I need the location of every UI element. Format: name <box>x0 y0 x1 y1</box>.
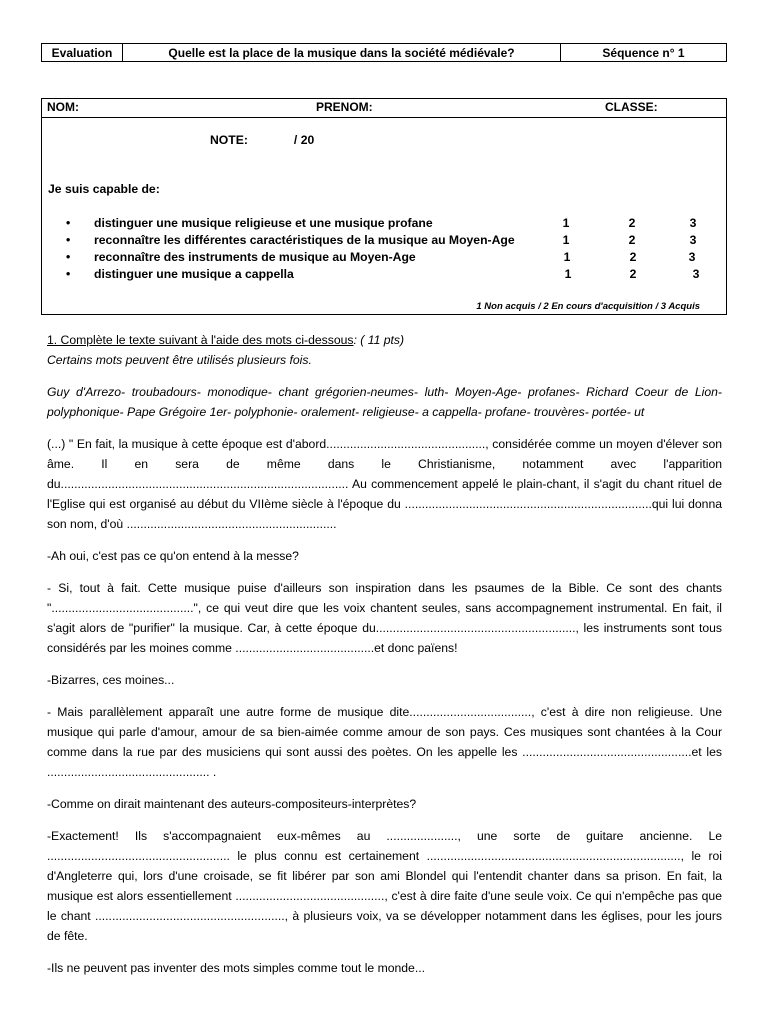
rating-3: 3 <box>692 267 700 281</box>
note-score: / 20 <box>293 133 315 147</box>
text-paragraph: - Si, tout à fait. Cette musique puise d'ailleurs son inspiration dans les psaumes de la Bible. Ce sont des chants "..........................................", ce qui veut dire que les voix chantent seules, sans accompagnement instrumental. En fait, il s'agit alors de "purifier" la musique. Car, à cette époque du..........................................................., les instruments sont tous considérés par les moines comme .........................................et donc païens! <box>47 581 722 655</box>
word-bank: Guy d'Arrezo- troubadours- monodique- chant grégorien-neumes- luth- Moyen-Age- profanes- Richard Coeur de Lion- polyphonique- Pape Grégoire 1er- polyphonie- oralement- religieuse- a cappella- profane- trouvères- portée- ut <box>47 385 722 419</box>
rating-2: 2 <box>629 250 637 264</box>
capable-heading: Je suis capable de: <box>48 182 160 196</box>
bullet-icon: • <box>66 250 71 264</box>
rating-1: 1 <box>562 216 570 230</box>
rating-1: 1 <box>563 250 571 264</box>
text-paragraph: -Exactement! Ils s'accompagnaient eux-mêmes au ....................., une sorte de guitare ancienne. Le ...................................................... le plus connu est certainement ..........................................................................., le roi d'Angleterre qui, lors d'une croisade, se fit libérer par son ami Blondel qui l'entendit chanter dans sa prison. En fait, la musique est alors essentiellement ............................................, c'est à dire faite d'une seule voix. Ce qui n'empêche pas que le chant ........................................................, à plusieurs voix, va se développer notamment dans les églises, pour les jours de fête. <box>47 829 722 943</box>
rating-3: 3 <box>689 216 697 230</box>
skill-item <box>66 267 706 284</box>
skill-text: reconnaître des instruments de musique au Moyen-Age <box>94 250 416 264</box>
header-sequence: Séquence n° 1 <box>561 44 727 62</box>
nom-label: NOM: <box>47 100 79 114</box>
skill-item <box>66 233 706 250</box>
skill-item <box>66 250 706 267</box>
header-table <box>41 43 727 62</box>
exercise-title-line <box>47 330 722 350</box>
dialogue-line: -Ah oui, c'est pas ce qu'on entend à la messe? <box>47 549 299 563</box>
rating-1: 1 <box>562 233 570 247</box>
rating-3: 3 <box>688 250 696 264</box>
note-line <box>210 133 314 147</box>
rating-3: 3 <box>689 233 697 247</box>
exercise-title: 1. Complète le texte suivant à l'aide des mots ci-dessous <box>47 333 354 347</box>
student-info-header <box>42 99 726 118</box>
classe-label: CLASSE: <box>605 100 658 114</box>
prenom-label: PRENOM: <box>316 100 373 114</box>
text-paragraph: - Mais parallèlement apparaît une autre forme de musique dite...................................., c'est à dire non religieuse. Une musique qui parle d'amour, amour de sa bien-aimée comme amour de son pays. Ces musiques sont chantées à la Cour comme dans la rue par des musiciens qui sont aussi des poètes. On les appelle les ..................................................et les ................................................ . <box>47 705 722 779</box>
skill-text: distinguer une musique religieuse et une musique profane <box>94 216 433 230</box>
text-paragraph: (...) " En fait, la musique à cette époque est d'abord..............................................., considérée comme un moyen d'élever son âme. Il en sera de même dans le Christianisme, notamment avec l'apparition du..................................................................................... Au commencement appelé le plain-chant, il s'agit du chant rituel de l'Eglise qui est organisé au début du VIIème siècle à l'époque du .........................................................................qui lui donna son nom, d'où .............................................................. <box>47 437 722 531</box>
exercise-section <box>47 330 722 978</box>
note-label: NOTE: <box>210 133 248 147</box>
rating-legend: 1 Non acquis / 2 En cours d'acquisition / 3 Acquis <box>476 301 700 312</box>
bullet-icon: • <box>66 267 71 281</box>
skill-text: reconnaître les différentes caractéristiques de la musique au Moyen-Age <box>94 233 515 247</box>
dialogue-line: -Bizarres, ces moines... <box>47 673 175 687</box>
bullet-icon: • <box>66 233 71 247</box>
skill-item <box>66 216 706 233</box>
rating-1: 1 <box>564 267 572 281</box>
header-evaluation: Evaluation <box>42 44 123 62</box>
exercise-instruction: Certains mots peuvent être utilisés plusieurs fois. <box>47 353 312 367</box>
rating-2: 2 <box>628 216 636 230</box>
header-title: Quelle est la place de la musique dans la société médiévale? <box>123 44 561 62</box>
bullet-icon: • <box>66 216 71 230</box>
student-info-box <box>41 98 727 315</box>
dialogue-line: -Comme on dirait maintenant des auteurs-compositeurs-interprètes? <box>47 797 417 811</box>
exercise-points: : ( 11 pts) <box>353 333 405 347</box>
rating-2: 2 <box>629 267 637 281</box>
rating-2: 2 <box>628 233 636 247</box>
skills-list <box>66 216 706 284</box>
dialogue-line: -Ils ne peuvent pas inventer des mots simples comme tout le monde... <box>47 961 425 975</box>
skill-text: distinguer une musique a cappella <box>94 267 294 281</box>
